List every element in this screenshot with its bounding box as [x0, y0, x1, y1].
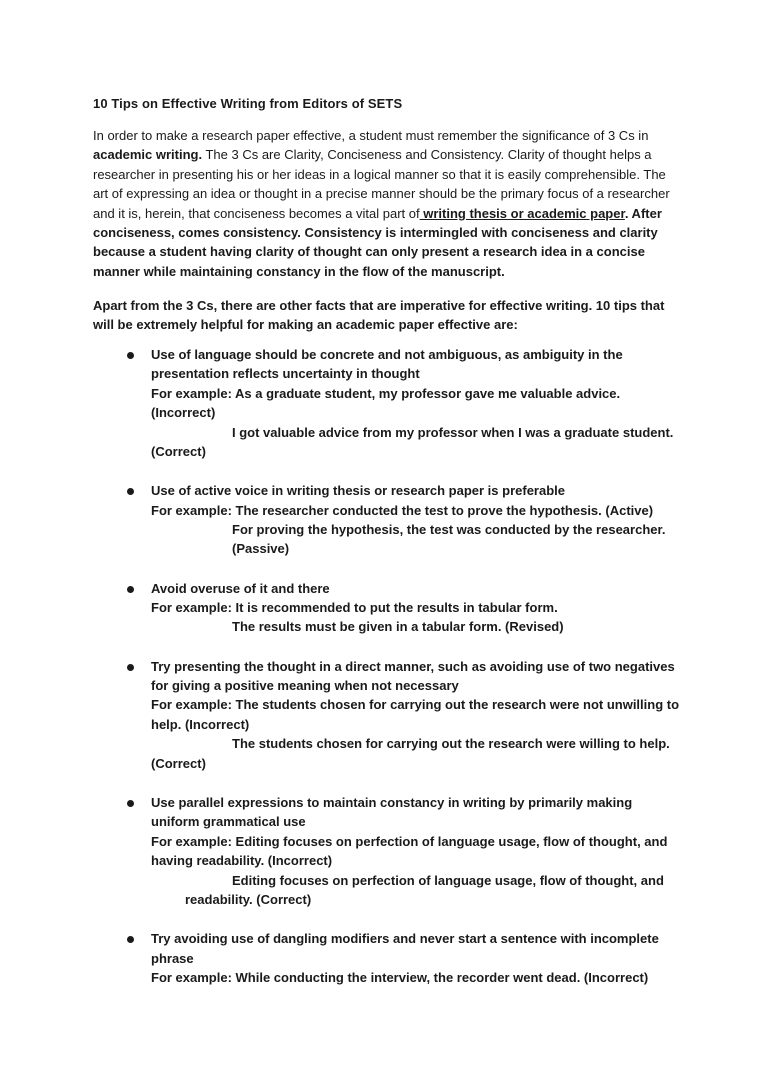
tip-item — [93, 657, 683, 773]
tip-heading: Try presenting the thought in a direct manner, such as avoiding use of two negatives for giving a positive meaning when not necessary — [151, 658, 675, 694]
tips-list — [93, 345, 683, 1007]
tip-example: For example: The researcher conducted the test to prove the hypothesis. (Active) — [151, 502, 654, 518]
tip-item — [93, 345, 683, 461]
tip-alternative: The results must be given in a tabular form. (Revised) — [232, 619, 564, 635]
tip-item — [93, 929, 683, 987]
tip-item — [93, 579, 683, 637]
tip-alternative: Editing focuses on perfection of language usage, flow of thought, and — [232, 872, 664, 888]
tip-alternative: The students chosen for carrying out the research were willing to help. — [232, 736, 670, 752]
tip-example: For example: Editing focuses on perfection of language usage, flow of thought, and having readability. (Incorrect) — [151, 833, 668, 869]
tip-example: For example: While conducting the interview, the recorder went dead. (Incorrect) — [151, 969, 649, 985]
bullet-icon — [127, 936, 134, 943]
document-title: 10 Tips on Effective Writing from Editors of SETS — [93, 96, 403, 111]
tip-tail: (Passive) — [232, 541, 290, 557]
tip-item — [93, 481, 683, 559]
tip-heading: Avoid overuse of it and there — [151, 580, 330, 596]
intro-text-2: The 3 Cs are Clarity, Conciseness and Consistency. Clarity of thought helps a researcher in presenting his or her ideas in a logical manner so that it is easily comprehensible. The art of expressing an idea or thought in a precise manner should be the primary focus of a researcher and it is, herein, that conciseness becomes a vital part of — [93, 147, 670, 221]
bullet-icon — [127, 800, 134, 807]
tip-heading: Use parallel expressions to maintain constancy in writing by primarily making uniform grammatical use — [151, 794, 633, 830]
tip-tail: (Correct) — [151, 755, 206, 771]
writing-thesis-link[interactable]: writing thesis or academic paper — [419, 205, 625, 221]
tip-alternative: For proving the hypothesis, the test was conducted by the researcher. — [232, 522, 666, 538]
tip-example: For example: It is recommended to put the results in tabular form. — [151, 600, 558, 616]
tip-example: For example: The students chosen for carrying out the research were not unwilling to help. (Incorrect) — [151, 697, 680, 732]
bullet-icon — [127, 488, 134, 495]
tip-heading: Use of active voice in writing thesis or research paper is preferable — [151, 483, 565, 499]
tip-tail: readability. (Correct) — [185, 891, 312, 907]
apart-paragraph: Apart from the 3 Cs, there are other facts that are imperative for effective writing. 10 tips that will be extremely helpful for making an academic paper effective are: — [93, 298, 665, 333]
bullet-icon — [127, 664, 134, 671]
tip-tail: (Correct) — [151, 444, 206, 460]
tip-example: For example: As a graduate student, my professor gave me valuable advice. (Incorrect) — [151, 385, 621, 421]
tip-heading: Use of language should be concrete and not ambiguous, as ambiguity in the presentation reflects uncertainty in thought — [151, 347, 623, 382]
intro-text-3: . After conciseness, comes consistency. Consistency is intermingled with conciseness and clarity because a student having clarity of thought can only present a research idea in a concise manner while maintaining constancy in the flow of the manuscript. — [93, 205, 662, 279]
bullet-icon — [127, 352, 134, 359]
intro-paragraph — [93, 126, 683, 281]
tip-alternative: I got valuable advice from my professor when I was a graduate student. — [232, 424, 674, 440]
intro-academic-writing: academic writing. — [93, 147, 203, 163]
intro-text-1: In order to make a research paper effective, a student must remember the significance of 3 Cs in — [93, 128, 649, 143]
bullet-icon — [127, 586, 134, 593]
tip-item — [93, 793, 683, 909]
tip-heading: Try avoiding use of dangling modifiers and never start a sentence with incomplete phrase — [151, 931, 659, 966]
